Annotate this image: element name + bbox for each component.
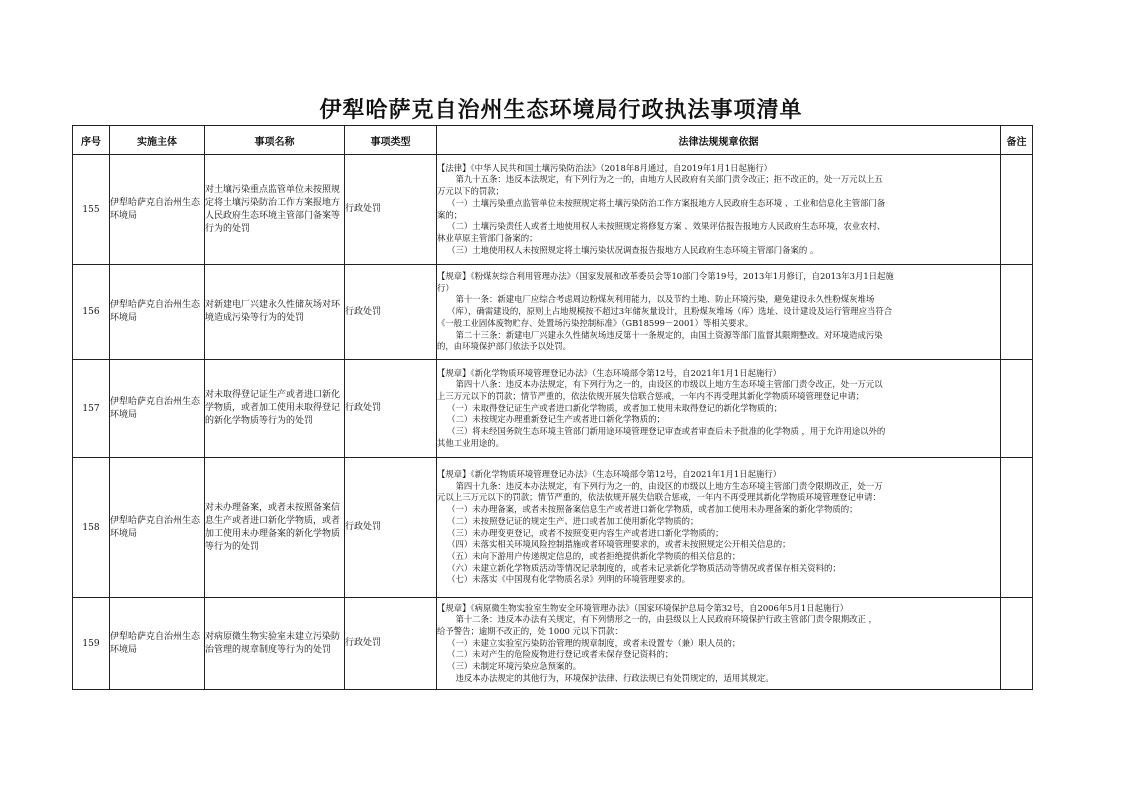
legal-basis-line: 案的；	[437, 209, 463, 220]
table-row	[73, 598, 1033, 690]
table-row	[73, 458, 1033, 598]
legal-basis-line: （二）未对产生的危险废物进行登记或者未保存登记资料的；	[447, 649, 674, 660]
row-number: 157	[73, 360, 110, 458]
item-name: 对土壤污染重点监管单位未按照规定将土壤污染防治工作方案报地方人民政府生态环境主管部门备案等行为的处罚	[205, 155, 345, 265]
legal-basis-line: （五）未向下游用户传递规定信息的，或者拒绝提供新化学物质的相关信息的；	[447, 550, 741, 561]
implementing-body: 伊犁哈萨克自治州生态环境局	[110, 360, 205, 458]
note	[1001, 155, 1033, 265]
legal-basis-line: 【法律】《中华人民共和国土壤污染防治法》（2018年8月通过，自2019年1月1日起施行）	[437, 162, 772, 173]
legal-basis-line: 其他工业用途的。	[437, 437, 504, 448]
legal-basis-line: 第四十九条：违反本办法规定，有下列行为之一的，由设区的市级以上地方生态环境主管部门责令限期改正，处一万	[455, 480, 883, 491]
legal-basis-line: 《一般工业固体废物贮存、处置场污染控制标准》（GB18599－2001）等相关要求。	[437, 317, 754, 328]
legal-basis-line: （四）未落实相关环境风险控制措施或者环境管理要求的，或者未按照规定公开相关信息的；	[447, 539, 791, 550]
item-type: 行政处罚	[345, 598, 437, 690]
legal-basis-line: 第四十八条：违反本办法规定，有下列行为之一的，由设区的市级以上地方生态环境主管部门责令改正，处一万元以	[455, 379, 883, 390]
legal-basis-line: （二）未按规定办理重新登记生产或者进口新化学物质的；	[447, 414, 665, 425]
legal-basis-line: （一）未取得登记证生产或者进口新化学物质，或者加工使用未取得登记的新化学物质的；	[447, 402, 783, 413]
legal-basis-line: （二）土壤污染责任人或者土地使用权人未按照规定将修复方案 、效果评估报告报地方人民政府生态环境，农业农村、	[447, 221, 886, 232]
item-name: 对病原微生物实验室未建立污染防治管理的规章制度等行为的处罚	[205, 598, 345, 690]
item-name: 对未取得登记证生产或者进口新化学物质，或者加工使用未取得登记的新化学物质等行为的处罚	[205, 360, 345, 458]
item-type: 行政处罚	[345, 360, 437, 458]
note	[1001, 458, 1033, 598]
item-name: 对新建电厂兴建永久性储灰场对环境造成污染等行为的处罚	[205, 265, 345, 360]
legal-basis-line: （一）未建立实验室污染防治管理的规章制度，或者未设置专（兼）职人员的；	[447, 637, 741, 648]
header-law: 法律法规规章依据	[437, 126, 1001, 155]
header-name: 事项名称	[205, 126, 345, 155]
table-row	[73, 265, 1033, 360]
legal-basis-line: 第十一条：新建电厂应综合考虑周边粉煤灰利用能力，以及节约土地、防止环境污染，避免建设永久性粉煤灰堆场	[455, 294, 875, 305]
header-body: 实施主体	[110, 126, 205, 155]
item-name: 对未办理备案，或者未按照备案信息生产或者进口新化学物质，或者加工使用未办理备案的新化学物质等行为的处罚	[205, 458, 345, 598]
implementing-body: 伊犁哈萨克自治州生态环境局	[110, 155, 205, 265]
note	[1001, 360, 1033, 458]
legal-basis-line: 给予警告；逾期不改正的，处 1000 元以下罚款：	[437, 625, 623, 636]
legal-basis-line: 的，由环境保护部门依法予以处罚。	[437, 341, 571, 352]
header-type: 事项类型	[345, 126, 437, 155]
legal-basis-line: （三）将未经国务院生态环境主管部门新用途环境管理登记审查或者审查后未予批准的化学物质 ，用于允许用途以外的	[447, 426, 886, 437]
note	[1001, 265, 1033, 360]
legal-basis-line: 第十二条：违反本办法有关规定，有下列情形之一的，由县级以上人民政府环境保护行政主管部门责令限期改正 ，	[455, 614, 877, 625]
note	[1001, 598, 1033, 690]
legal-basis-line: （一）未办理备案，或者未按照备案信息生产或者进口新化学物质，或者加工使用未办理备案的新化学物质的；	[447, 504, 858, 515]
legal-basis-line: 【规章】《粉煤灰综合利用管理办法》（国家发展和改革委员会等10部门令第19号，2013年1月修订，自2013年3月1日起施	[437, 271, 894, 282]
implementing-body: 伊犁哈萨克自治州生态环境局	[110, 598, 205, 690]
legal-basis-line: （三）未办理变更登记，或者不按照变更内容生产或者进口新化学物质的；	[447, 527, 724, 538]
header-no: 序号	[73, 126, 110, 155]
implementing-body: 伊犁哈萨克自治州生态环境局	[110, 265, 205, 360]
legal-basis-line: 【规章】《病原微生物实验室生物安全环境管理办法》（国家环境保护总局令第32号，自2006年5月1日起施行）	[437, 602, 849, 613]
legal-basis-line: （二）未按照登记证的规定生产、进口或者加工使用新化学物质的；	[447, 515, 699, 526]
legal-basis	[437, 598, 1001, 690]
row-number: 156	[73, 265, 110, 360]
legal-basis	[437, 360, 1001, 458]
legal-basis	[437, 458, 1001, 598]
table-row	[73, 360, 1033, 458]
legal-basis-line: （三）土地使用权人未按照规定将土壤污染状况调查报告报地方人民政府生态环境主管部门备案的 。	[447, 244, 819, 255]
legal-basis-line: （一）土壤污染重点监管单位未按照规定将土壤污染防治工作方案报地方人民政府生态环境 、工业和信息化主管部门备	[447, 197, 886, 208]
legal-basis-line: （库），确需建设的，原则上占地规模按不超过3年储灰量设计，且粉煤灰堆场（库）选址、设计建设及运行管理应当符合	[447, 306, 893, 317]
legal-basis-line: 元以上三万元以下的罚款；情节严重的，依法依规开展失信联合惩戒，一年内不再受理其新化学物质环境管理登记申请：	[437, 492, 881, 503]
row-number: 155	[73, 155, 110, 265]
legal-basis-line: 【规章】《新化学物质环境管理登记办法》（生态环境部令第12号，自2021年1月1日起施行）	[437, 468, 782, 479]
item-type: 行政处罚	[345, 155, 437, 265]
legal-basis-line: （七）未落实《中国现有化学物质名录》列明的环境管理要求的。	[447, 574, 690, 585]
header-note: 备注	[1001, 126, 1033, 155]
legal-basis-line: （三）未制定环境污染应急预案的。	[447, 661, 582, 672]
implementing-body: 伊犁哈萨克自治州生态环境局	[110, 458, 205, 598]
legal-basis-line: 万元以下的罚款；	[437, 186, 504, 197]
item-type: 行政处罚	[345, 265, 437, 360]
table-header-row	[73, 126, 1033, 155]
legal-basis	[437, 265, 1001, 360]
legal-basis-line: 【规章】《新化学物质环境管理登记办法》（生态环境部令第12号，自2021年1月1日起施行）	[437, 367, 782, 378]
item-type: 行政处罚	[345, 458, 437, 598]
legal-basis-line: （六）未建立新化学物质活动等情况记录制度的，或者未记录新化学物质活动等情况或者保存相关资料的；	[447, 562, 841, 573]
legal-basis-line: 第九十五条：违反本法规定，有下列行为之一的，由地方人民政府有关部门责令改正；拒不改正的，处一万元以上五	[455, 174, 883, 185]
legal-basis-line: 林业草原主管部门备案的；	[437, 232, 538, 243]
legal-basis-line: 上三万元以下的罚款；情节严重的，依法依规开展失信联合惩戒，一年内不再受理其新化学物质环境管理登记申请；	[437, 390, 865, 401]
row-number: 158	[73, 458, 110, 598]
legal-basis-line: 违反本办法规定的其他行为，环境保护法律、行政法规已有处罚规定的，适用其规定。	[455, 672, 774, 683]
legal-basis	[437, 155, 1001, 265]
legal-basis-line: 行）	[437, 282, 454, 293]
enforcement-table	[72, 125, 1033, 690]
page-title: 伊犁哈萨克自治州生态环境局行政执法事项清单	[319, 97, 803, 123]
legal-basis-line: 第二十三条：新建电厂兴建永久性储灰场违反第十一条规定的，由国土资源等部门监督其限期整改。对环境造成污染	[455, 329, 883, 340]
row-number: 159	[73, 598, 110, 690]
table-row	[73, 155, 1033, 265]
